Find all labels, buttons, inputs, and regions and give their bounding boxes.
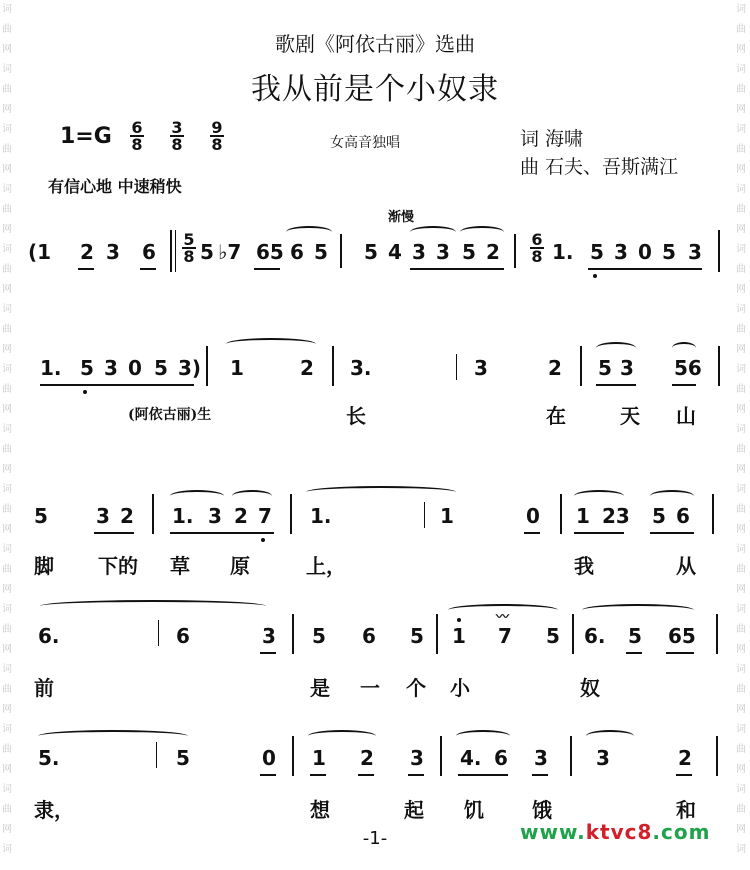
watermark-glyph: 曲 [736, 144, 746, 155]
lyric: (阿依古丽)生 [128, 407, 212, 423]
song-title: 我从前是个小奴隶 [251, 72, 499, 107]
watermark-glyph: 网 [2, 164, 12, 175]
note: 2 [300, 356, 314, 380]
note: 6 [494, 746, 508, 770]
lyric: 长 [346, 404, 366, 428]
watermark-glyph: 词 [736, 484, 746, 495]
watermark-glyph: 词 [736, 544, 746, 555]
watermark-glyph: 词 [736, 664, 746, 675]
barline [206, 346, 208, 386]
watermark-glyph: 曲 [2, 324, 12, 335]
note: 7 [498, 624, 512, 648]
note: 0 [638, 240, 652, 264]
barline [716, 614, 718, 654]
watermark-glyph: 词 [736, 124, 746, 135]
note: 5 [80, 356, 94, 380]
note: 5 [546, 624, 560, 648]
lyric: 脚 [34, 554, 54, 578]
watermark-glyph: 网 [2, 764, 12, 775]
note: 1 [440, 504, 454, 528]
site-watermark [520, 820, 710, 844]
watermark-glyph: 网 [736, 644, 746, 655]
slur [460, 226, 504, 238]
watermark-glyph: 曲 [2, 144, 12, 155]
slur [232, 490, 272, 502]
watermark-glyph: 曲 [2, 24, 12, 35]
watermark-glyph: 网 [736, 824, 746, 835]
watermark-glyph: 曲 [736, 84, 746, 95]
slur [582, 604, 694, 616]
note: 2 [486, 240, 500, 264]
note: 2 [548, 356, 562, 380]
underline [672, 384, 696, 386]
slur [308, 730, 376, 742]
note: 7 [258, 504, 272, 528]
time-sig-6-8: 6 8 [131, 118, 143, 154]
underline [254, 268, 280, 270]
note: 3 [410, 746, 424, 770]
underline [78, 268, 94, 270]
lyric: 一 [360, 676, 380, 700]
lyric: 奴 [580, 676, 600, 700]
watermark-glyph: 曲 [2, 384, 12, 395]
note: 5 [176, 746, 190, 770]
watermark-glyph: 词 [2, 244, 12, 255]
lyric: 从 [676, 554, 696, 578]
note: 65 [256, 240, 284, 264]
watermark-glyph: 词 [2, 424, 12, 435]
lyric: 饿 [532, 798, 552, 822]
composer-credit: 曲 石夫、吾斯满江 [520, 156, 679, 178]
watermark-glyph: 曲 [736, 324, 746, 335]
underline [596, 384, 636, 386]
note: 6 [362, 624, 376, 648]
watermark-glyph: 词 [736, 844, 746, 855]
lyric: 小 [450, 676, 470, 700]
watermark-glyph: 曲 [2, 264, 12, 275]
watermark-glyph: 网 [2, 524, 12, 535]
lyric: 想 [310, 798, 330, 822]
underline [40, 384, 194, 386]
watermark-glyph: 词 [2, 664, 12, 675]
barline [436, 614, 438, 654]
barline [712, 494, 714, 534]
lyric: 个 [406, 676, 426, 700]
note: 65 [668, 624, 696, 648]
watermark-glyph: 曲 [736, 264, 746, 275]
lyric: 和 [676, 798, 696, 822]
barline [175, 230, 176, 272]
underline [626, 652, 642, 654]
slur [38, 730, 188, 742]
watermark-glyph: 网 [736, 344, 746, 355]
watermark-glyph: 词 [2, 784, 12, 795]
barline [456, 354, 457, 380]
barline [440, 736, 442, 776]
watermark-glyph: 网 [2, 824, 12, 835]
trill-mark-icon: 〰 [496, 610, 510, 625]
watermark-glyph: 网 [736, 104, 746, 115]
watermark-glyph: 网 [2, 224, 12, 235]
voice-type: 女高音独唱 [330, 135, 400, 151]
note: 5. [38, 746, 60, 770]
barline [152, 494, 154, 534]
note: 3 [262, 624, 276, 648]
note: 0 [128, 356, 142, 380]
watermark-glyph: 词 [2, 4, 12, 15]
note: 5 [662, 240, 676, 264]
watermark-glyph: 词 [2, 124, 12, 135]
underline [310, 774, 326, 776]
watermark-glyph: 曲 [736, 684, 746, 695]
watermark-glyph: 曲 [736, 204, 746, 215]
note: 3 [614, 240, 628, 264]
watermark-glyph: 网 [2, 704, 12, 715]
time-sig-3-8: 3 8 [171, 118, 183, 154]
watermark-glyph: 曲 [2, 444, 12, 455]
slur [170, 490, 224, 502]
watermark-glyph: 词 [2, 724, 12, 735]
watermark-glyph: 词 [2, 364, 12, 375]
watermark-glyph: 词 [736, 64, 746, 75]
note: 0 [262, 746, 276, 770]
slur [286, 226, 332, 238]
underline [410, 268, 504, 270]
barline [292, 736, 294, 776]
watermark-glyph: 词 [736, 304, 746, 315]
watermark-glyph: 网 [736, 284, 746, 295]
watermark-glyph: 词 [736, 724, 746, 735]
underline [94, 532, 134, 534]
watermark-glyph: 网 [736, 764, 746, 775]
watermark-glyph: 词 [2, 844, 12, 855]
time-sig-9-8: 9 8 [211, 118, 223, 154]
slur [574, 490, 624, 502]
note: 3 [208, 504, 222, 528]
watermark-glyph: 网 [736, 584, 746, 595]
watermark-glyph: 曲 [736, 744, 746, 755]
barline [290, 494, 292, 534]
lyric: 下的 [98, 554, 138, 578]
note: 4 [388, 240, 402, 264]
watermark-right [734, 0, 750, 870]
watermark-glyph: 曲 [736, 504, 746, 515]
rit-marking: 渐慢 [388, 210, 415, 225]
note: 2 [120, 504, 134, 528]
note: 0 [526, 504, 540, 528]
note: 5 [598, 356, 612, 380]
slur [596, 342, 636, 354]
note: 6. [38, 624, 60, 648]
watermark-glyph: 网 [2, 104, 12, 115]
barline [292, 614, 294, 654]
note: 3 [436, 240, 450, 264]
watermark-glyph: 曲 [736, 444, 746, 455]
note: 6 [290, 240, 304, 264]
underline [524, 532, 540, 534]
slur [650, 490, 694, 502]
note: 5 [628, 624, 642, 648]
slur [40, 600, 266, 612]
note: 1 [230, 356, 244, 380]
barline [580, 346, 582, 386]
lyric: 隶， [34, 798, 74, 822]
note: 1 [312, 746, 326, 770]
note: 5 [462, 240, 476, 264]
slur [672, 342, 696, 354]
site-prefix: www. [520, 820, 586, 844]
note: 5 [200, 240, 214, 264]
note: 3 [620, 356, 634, 380]
barline [572, 614, 574, 654]
lyric: 天 [620, 404, 640, 428]
note: 3 [534, 746, 548, 770]
watermark-glyph: 词 [2, 604, 12, 615]
underline [358, 774, 374, 776]
watermark-glyph: 网 [736, 404, 746, 415]
note: 3 [596, 746, 610, 770]
time-sig-6-8: 6 8 [531, 230, 543, 266]
note: 3 [104, 356, 118, 380]
lyric: 前 [34, 676, 54, 700]
watermark-glyph: 网 [736, 524, 746, 535]
tempo-marking: 有信心地 中速稍快 [48, 177, 182, 196]
low-dot [83, 390, 87, 394]
watermark-glyph: 网 [2, 464, 12, 475]
time-sig-5-8: 5 8 [183, 230, 195, 266]
watermark-glyph: 网 [2, 284, 12, 295]
lyric: 饥 [464, 798, 484, 822]
watermark-glyph: 曲 [2, 564, 12, 575]
note: 3. [350, 356, 372, 380]
pretitle: 歌剧《阿依古丽》选曲 [275, 32, 475, 56]
slur [456, 730, 510, 742]
watermark-glyph: 词 [2, 544, 12, 555]
watermark-glyph: 词 [736, 424, 746, 435]
watermark-glyph: 网 [736, 164, 746, 175]
note: 1 [576, 504, 590, 528]
watermark-glyph: 网 [736, 44, 746, 55]
underline [458, 774, 508, 776]
note: 2 [678, 746, 692, 770]
note: 5 [410, 624, 424, 648]
note: 4. [460, 746, 482, 770]
lyric: 山 [676, 404, 696, 428]
site-suffix: .com [652, 820, 711, 844]
watermark-glyph: 曲 [2, 204, 12, 215]
note: 1 [452, 624, 466, 648]
watermark-glyph: 词 [2, 484, 12, 495]
note: 6 [176, 624, 190, 648]
note: 3) [178, 356, 202, 380]
barline [158, 620, 159, 646]
watermark-glyph: 词 [736, 184, 746, 195]
watermark-glyph: 网 [2, 44, 12, 55]
note: 5 [312, 624, 326, 648]
watermark-glyph: 曲 [736, 24, 746, 35]
barline [514, 234, 516, 268]
barline [340, 234, 342, 268]
watermark-glyph: 词 [2, 64, 12, 75]
lyricist-credit: 词 海啸 [520, 128, 584, 150]
underline [260, 652, 276, 654]
barline [156, 742, 157, 768]
note: ♭7 [218, 240, 242, 264]
lyric: 是 [310, 676, 330, 700]
watermark-glyph: 曲 [736, 384, 746, 395]
note: 5 [364, 240, 378, 264]
note: 1. [172, 504, 194, 528]
note: 5 [590, 240, 604, 264]
barline [570, 736, 572, 776]
watermark-glyph: 网 [736, 224, 746, 235]
watermark-glyph: 词 [736, 604, 746, 615]
slur [410, 226, 456, 238]
watermark-glyph: 曲 [736, 624, 746, 635]
underline [676, 774, 692, 776]
watermark-glyph: 曲 [736, 564, 746, 575]
underline [574, 532, 624, 534]
underline [140, 268, 156, 270]
slur [226, 338, 316, 350]
note: 6 [676, 504, 690, 528]
watermark-glyph: 曲 [2, 624, 12, 635]
watermark-glyph: 词 [2, 184, 12, 195]
slur [448, 604, 558, 616]
underline [532, 774, 548, 776]
note: 3 [96, 504, 110, 528]
lyric: 起 [404, 798, 424, 822]
watermark-left [0, 0, 16, 870]
underline [408, 774, 424, 776]
watermark-glyph: 曲 [2, 84, 12, 95]
barline [560, 494, 562, 534]
watermark-glyph: 网 [2, 644, 12, 655]
barline [718, 346, 720, 386]
note: 1. [40, 356, 62, 380]
note: 2 [234, 504, 248, 528]
key-signature: 1=G [60, 124, 112, 149]
watermark-glyph: 曲 [736, 804, 746, 815]
lyric: 草 [170, 554, 190, 578]
lyric: 上， [306, 554, 346, 578]
note: 23 [602, 504, 630, 528]
watermark-glyph: 曲 [2, 684, 12, 695]
underline [650, 532, 694, 534]
watermark-glyph: 网 [2, 584, 12, 595]
watermark-glyph: 网 [2, 404, 12, 415]
lyric: 在 [546, 404, 566, 428]
high-dot [457, 618, 461, 622]
note: 56 [674, 356, 702, 380]
note: 5 [314, 240, 328, 264]
watermark-glyph: 网 [736, 704, 746, 715]
barline [170, 230, 172, 272]
watermark-glyph: 曲 [2, 744, 12, 755]
watermark-glyph: 词 [736, 784, 746, 795]
watermark-glyph: 词 [736, 4, 746, 15]
barline [332, 346, 334, 386]
note: 2 [80, 240, 94, 264]
underline [260, 774, 276, 776]
low-dot [261, 538, 265, 542]
note: 2 [360, 746, 374, 770]
note: 3 [412, 240, 426, 264]
note: (1 [28, 240, 52, 264]
note: 5 [34, 504, 48, 528]
page-number: -1- [362, 828, 388, 849]
low-dot [593, 274, 597, 278]
watermark-glyph: 曲 [2, 804, 12, 815]
watermark-glyph: 网 [2, 344, 12, 355]
watermark-glyph: 网 [736, 464, 746, 475]
barline [718, 230, 720, 272]
note: 1. [310, 504, 332, 528]
underline [588, 268, 702, 270]
site-name: ktvc8 [585, 820, 653, 844]
note: 3 [688, 240, 702, 264]
note: 5 [154, 356, 168, 380]
watermark-glyph: 词 [2, 304, 12, 315]
note: 5 [652, 504, 666, 528]
slur [306, 486, 456, 498]
underline [666, 652, 694, 654]
slur [586, 730, 634, 742]
note: 3 [106, 240, 120, 264]
note: 6 [142, 240, 156, 264]
underline [170, 532, 274, 534]
watermark-glyph: 曲 [2, 504, 12, 515]
watermark-glyph: 词 [736, 244, 746, 255]
watermark-glyph: 词 [736, 364, 746, 375]
note: 3 [474, 356, 488, 380]
barline [424, 502, 425, 528]
note: 1. [552, 240, 574, 264]
lyric: 原 [230, 554, 250, 578]
note: 6. [584, 624, 606, 648]
lyric: 我 [574, 554, 594, 578]
barline [716, 736, 718, 776]
